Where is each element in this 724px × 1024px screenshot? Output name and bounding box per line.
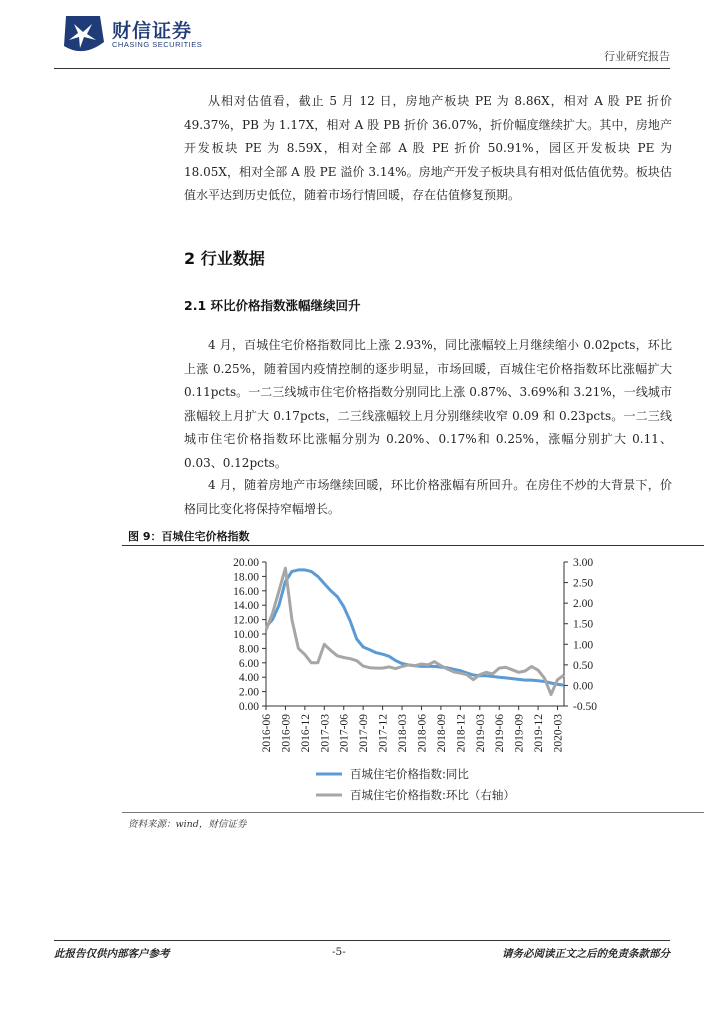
price-index-line-chart — [122, 548, 704, 810]
page-number: -5- — [332, 946, 346, 958]
left-axis-tick-label: 14.00 — [233, 600, 259, 613]
x-axis-tick-label: 2017-03 — [319, 714, 332, 753]
valuation-paragraph: 从相对估值看，截止 5 月 12 日，房地产板块 PE 为 8.86X，相对 A 股 PE 折价 49.37%，PB 为 1.17X，相对 A 股 PB 折价 36.07%，折价幅度继续扩大。其中，房地产开发板块 PE 为 8.59X，相对全部 A 股 PE 折价 50.91%，园区开发板块 PE 为 18.05X，相对全部 A 股 PE 溢价 3.14%。房地产开发子板块具有相对低估值优势。板块估值水平达到历史低位，随着市场行情回暖，存在估值修复预期。 — [184, 94, 672, 202]
footer-disclaimer-left: 此报告仅供内部客户参考 — [54, 948, 170, 960]
x-axis-tick-label: 2018-03 — [397, 714, 410, 753]
left-axis-tick-label: 10.00 — [233, 629, 259, 641]
right-y-axis — [564, 557, 597, 713]
footer-disclaimer-right: 请务必阅读正文之后的免责条款部分 — [502, 948, 670, 960]
report-type-label: 行业研究报告 — [604, 50, 670, 63]
x-axis-tick-label: 2017-12 — [377, 714, 390, 753]
right-axis-tick-label: 0.50 — [573, 659, 594, 672]
left-axis-tick-label: 12.00 — [233, 614, 259, 627]
x-axis-tick-label: 2017-09 — [358, 714, 371, 753]
x-axis-tick-label: 2019-12 — [533, 714, 546, 753]
company-logo-mark — [60, 12, 106, 56]
figure-bottom-rule — [122, 812, 704, 813]
company-name-en: CHASING SECURITIES — [112, 40, 203, 49]
right-axis-tick-label: 1.50 — [573, 618, 594, 631]
left-axis-tick-label: 2.00 — [238, 686, 259, 699]
right-axis-tick-label: -0.50 — [573, 701, 597, 713]
chart-series — [266, 568, 564, 694]
legend-label: 百城住宅价格指数:环比（右轴） — [350, 788, 515, 802]
figure-title: 图 9：百城住宅价格指数 — [128, 530, 250, 543]
footer-divider — [54, 940, 670, 941]
price-index-paragraph: 4 月，百城住宅价格指数同比上涨 2.93%，同比涨幅较上月继续缩小 0.02pcts，环比上涨 0.25%，随着国内疫情控制的逐步明显，市场回暖，百城住宅价格指数环比涨幅扩大 0.11pcts。一二三线城市住宅价格指数分别同比上涨 0.87%、3.69%和 3.21%，一线城市涨幅较上月扩大 0.17pcts，二三线涨幅较上月分别继续收窄 0.09 和 0.23pcts。一二三线城市住宅价格指数环比涨幅分别为 0.20%、0.17%和 0.25%，涨幅分别扩大 0.11、0.03、0.12pcts。 — [184, 338, 672, 470]
left-axis-tick-label: 18.00 — [233, 571, 259, 584]
outlook-paragraph: 4 月，随着房地产市场继续回暖，环比价格涨幅有所回升。在房住不炒的大背景下，价格同比变化将保持窄幅增长。 — [184, 478, 672, 516]
x-axis-tick-label: 2019-09 — [513, 714, 526, 753]
left-axis-tick-label: 0.00 — [238, 701, 259, 713]
header-divider — [54, 68, 670, 69]
chart-legend — [316, 767, 515, 802]
left-axis-tick-label: 8.00 — [238, 643, 259, 656]
figure-source: 资料来源：wind，财信证券 — [128, 819, 247, 830]
left-axis-tick-label: 4.00 — [238, 672, 259, 685]
right-axis-tick-label: 1.00 — [573, 639, 594, 652]
x-axis-tick-label: 2018-12 — [455, 714, 468, 753]
right-axis-tick-label: 3.00 — [573, 557, 594, 569]
x-axis-tick-label: 2018-06 — [416, 714, 429, 753]
x-axis-tick-label: 2016-12 — [299, 714, 312, 753]
x-axis-tick-label: 2020-03 — [552, 714, 565, 753]
right-axis-tick-label: 0.00 — [573, 680, 594, 693]
right-axis-tick-label: 2.50 — [573, 577, 594, 590]
mom-series-line — [266, 568, 564, 694]
yoy-series-line — [266, 570, 564, 685]
left-axis-tick-label: 20.00 — [233, 557, 259, 569]
x-axis-tick-label: 2018-09 — [435, 714, 448, 753]
x-axis-tick-label: 2019-06 — [494, 714, 507, 753]
x-axis-tick-label: 2019-03 — [474, 714, 487, 753]
legend-label: 百城住宅价格指数:同比 — [350, 767, 469, 781]
section-heading: 2 行业数据 — [184, 249, 265, 268]
x-axis-tick-label: 2016-09 — [280, 714, 293, 753]
x-axis-tick-label: 2016-06 — [261, 714, 273, 753]
right-axis-tick-label: 2.00 — [573, 598, 594, 611]
x-axis-tick-label: 2017-06 — [338, 714, 351, 753]
x-axis — [261, 706, 565, 752]
company-name-cn: 财信证券 — [112, 20, 193, 42]
left-y-axis — [233, 557, 266, 713]
subsection-heading: 2.1 环比价格指数涨幅继续回升 — [184, 298, 361, 313]
figure-top-rule — [122, 545, 704, 546]
left-axis-tick-label: 6.00 — [238, 657, 259, 670]
left-axis-tick-label: 16.00 — [233, 585, 259, 598]
